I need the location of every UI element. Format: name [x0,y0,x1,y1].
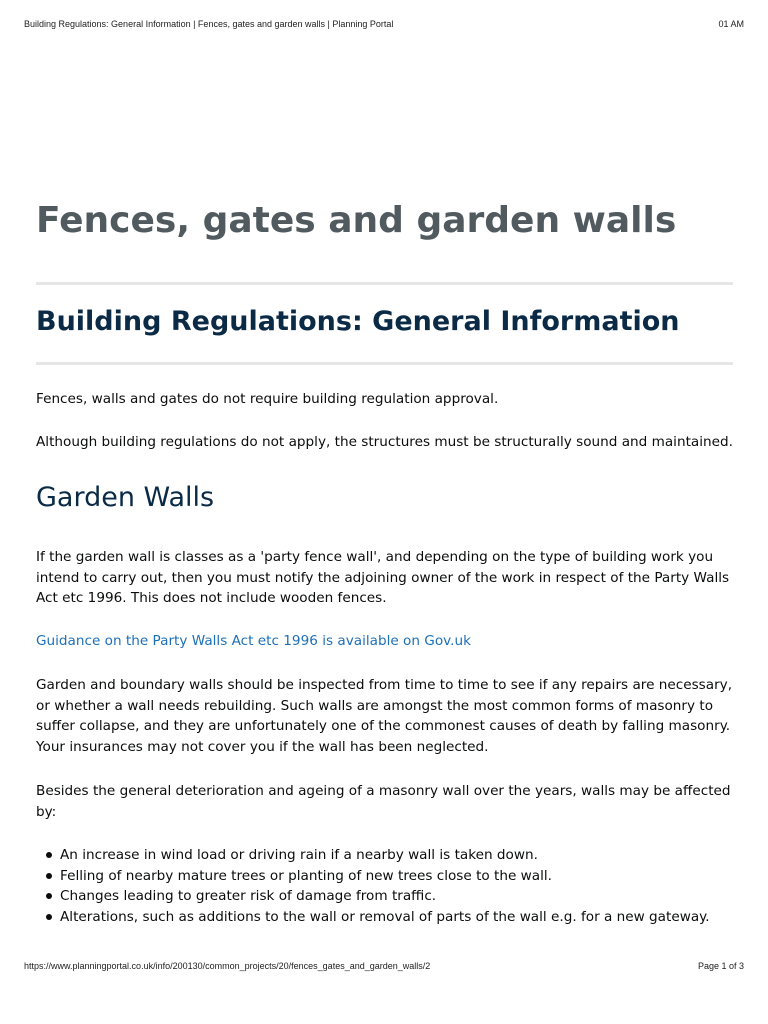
party-walls-guidance-link[interactable]: Guidance on the Party Walls Act etc 1996 is available on Gov.uk [36,633,471,649]
section-title: Building Regulations: General Information [36,306,680,337]
print-header-title: Building Regulations: General Information | Fences, gates and garden walls | Planning Portal [24,19,394,29]
page-title: Fences, gates and garden walls [36,200,677,241]
list-item-text: Changes leading to greater risk of damage from traffic. [60,888,437,904]
list-item-text: Alterations, such as additions to the wall or removal of parts of the wall e.g. for a new gateway. [60,908,710,925]
print-footer-page-number: Page 1 of 3 [697,961,744,971]
factors-list [36,845,733,927]
intro-paragraph-approval: Fences, walls and gates do not require building regulation approval. [36,391,499,407]
list-item [36,886,733,907]
deterioration-paragraph: Besides the general deterioration and ageing of a masonry wall over the years, walls may be affected by: [36,783,731,820]
print-header-time: 01 AM [718,19,744,29]
print-header [24,19,744,33]
bullet-icon [46,893,52,899]
list-item [36,845,733,866]
party-wall-paragraph: If the garden wall is classes as a 'party fence wall', and depending on the type of building work you intend to carry out, then you must notify the adjoining owner of the work in respect of the Party Walls Act etc 1996. This does not include wooden fences. [36,549,730,606]
print-footer [24,961,744,975]
divider-bottom [36,362,733,365]
divider-top [36,282,733,285]
bullet-icon [46,852,52,858]
intro-paragraph-structural: Although building regulations do not apply, the structures must be structurally sound and maintained. [36,434,733,450]
bullet-icon [46,914,52,920]
inspection-paragraph: Garden and boundary walls should be inspected from time to time to see if any repairs are necessary, or whether a wall needs rebuilding. Such walls are amongst the most common forms of masonry to suffer collapse, and they are unfortunately one of the commonest causes of death by falling masonry. Your insurances may not cover you if the wall has been neglected. [36,677,733,755]
bullet-icon [46,873,52,879]
list-item [36,907,733,928]
list-item [36,866,733,887]
list-item-text: Felling of nearby mature trees or planting of new trees close to the wall. [60,867,552,884]
garden-walls-heading: Garden Walls [36,482,215,513]
print-footer-url: https://www.planningportal.co.uk/info/200130/common_projects/20/fences_gates_and_garden_walls/2 [24,961,431,971]
list-item-text: An increase in wind load or driving rain if a nearby wall is taken down. [60,847,538,863]
